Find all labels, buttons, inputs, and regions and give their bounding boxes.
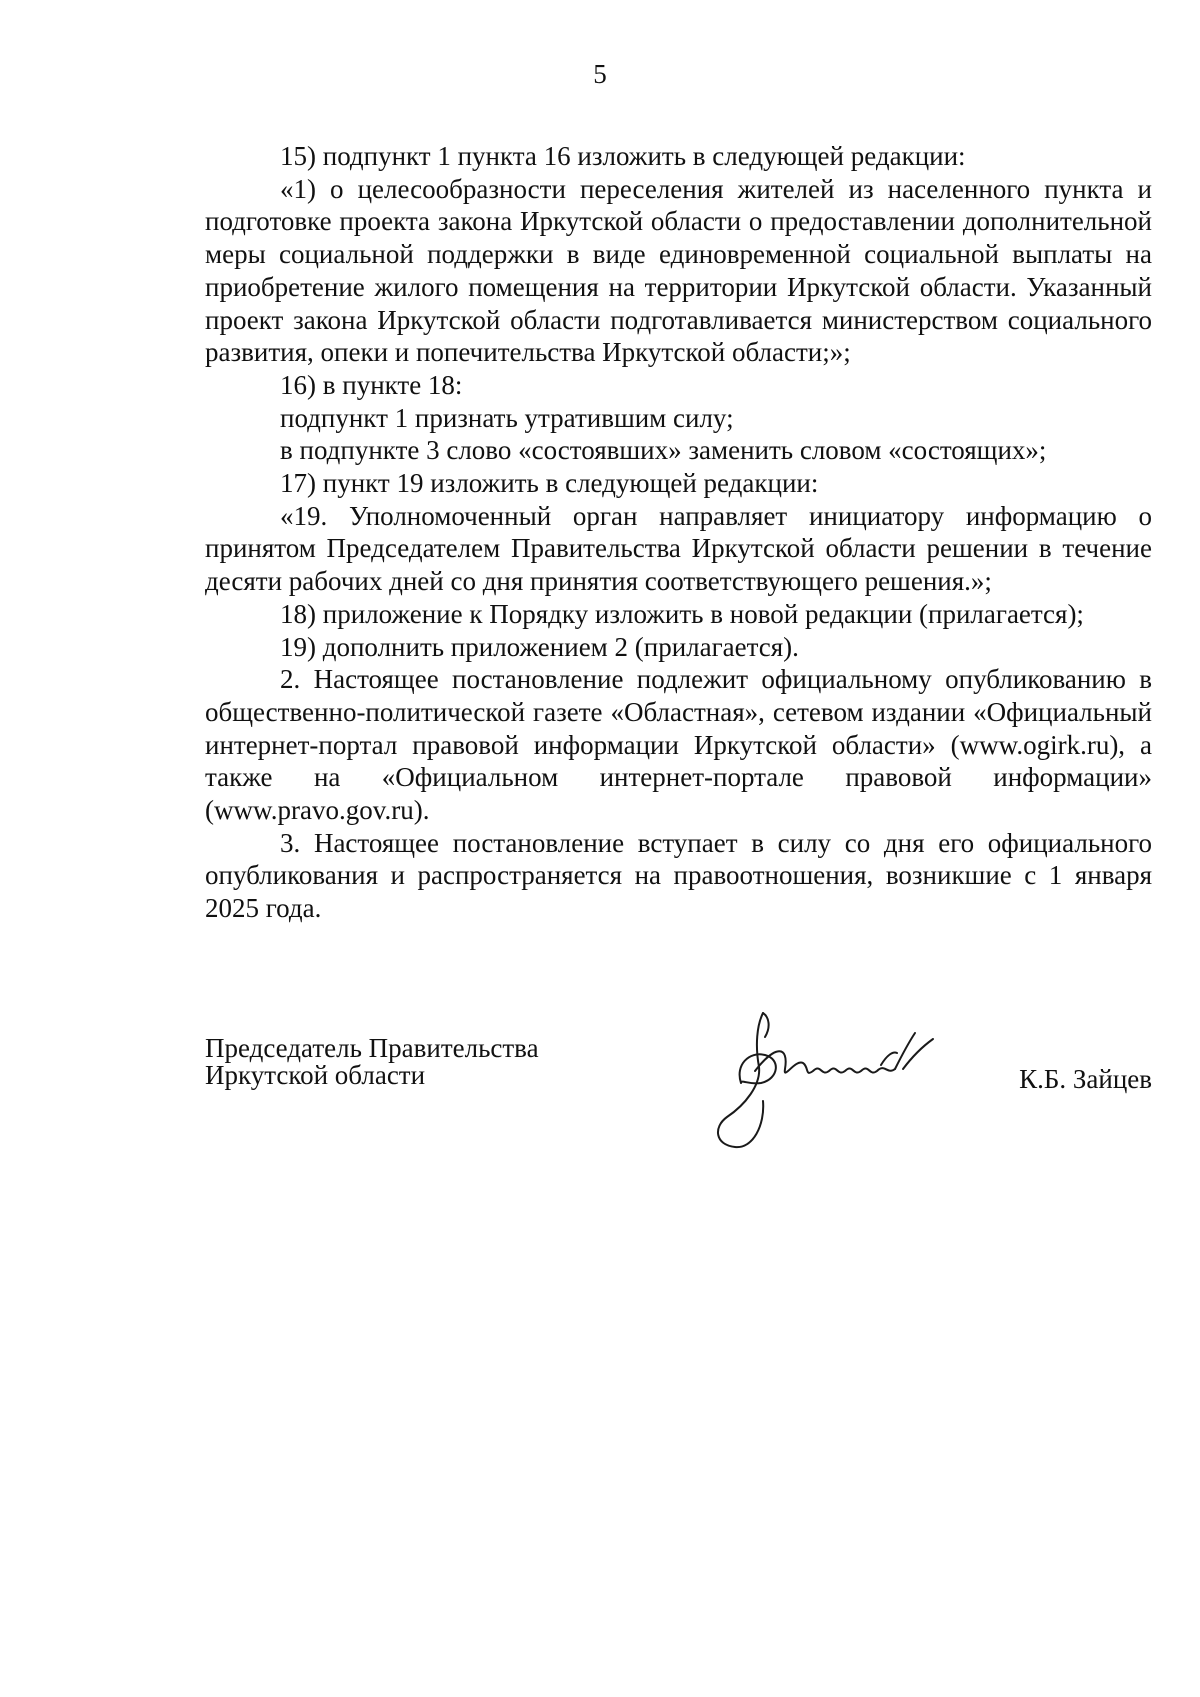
signatory-name: К.Б. Зайцев xyxy=(1019,1064,1152,1094)
paragraph-item-18: 18) приложение к Порядку изложить в новой редакции (прилагается); xyxy=(280,598,1084,629)
paragraph-item-15: 15) подпункт 1 пункта 16 изложить в следующей редакции: xyxy=(280,141,966,171)
paragraph-subitem-1-repeal: подпункт 1 признать утратившим силу; xyxy=(280,402,734,433)
paragraph-item-16: 16) в пункте 18: xyxy=(280,369,463,400)
paragraph-section-3-effective-date: 3. Настоящее постановление вступает в силу со дня его официального опубликования и распространяется на правоотношения, возникшие с 1 января 2025 года. xyxy=(205,827,1152,924)
document-body xyxy=(205,140,1152,925)
paragraph-section-2-publication: 2. Настоящее постановление подлежит официальному опубликованию в общественно-политической газете «Областная», сетевом издании «Официальный интернет-портал правовой информации Иркутской области» (www.ogirk.ru), а также на «Официальном интернет-портале правовой информации» (www.pravo.gov.ru). xyxy=(205,664,1152,826)
signatory-position-line-1: Председатель Правительства xyxy=(205,1033,539,1063)
page-number: 5 xyxy=(593,59,607,89)
paragraph-quoted-item-19: «19. Уполномоченный орган направляет инициатору информацию о принятом Председателем Правительства Иркутской области решении в течение десяти рабочих дней со дня принятия соответствующего решения.»; xyxy=(205,500,1152,597)
paragraph-item-17: 17) пункт 19 изложить в следующей редакции: xyxy=(280,468,819,499)
signatory-position xyxy=(205,1035,539,1089)
signatory-position-line-2: Иркутской области xyxy=(205,1060,426,1090)
paragraph-quoted-subitem-1: «1) о целесообразности переселения жителей из населенного пункта и подготовке проекта закона Иркутской области о предоставлении дополнительной меры социальной поддержки в виде единовременной социальной выплаты на приобретение жилого помещения на территории Иркутской области. Указанный проект закона Иркутской области подготавливается министерством социального развития, опеки и попечительства Иркутской области;»; xyxy=(205,173,1152,368)
handwritten-signature xyxy=(705,1005,945,1165)
paragraph-item-19: 19) дополнить приложением 2 (прилагается). xyxy=(280,631,799,662)
signature-block xyxy=(205,1035,1152,1175)
paragraph-subitem-3-word-change: в подпункте 3 слово «состоявших» заменить словом «состоящих»; xyxy=(280,435,1047,466)
